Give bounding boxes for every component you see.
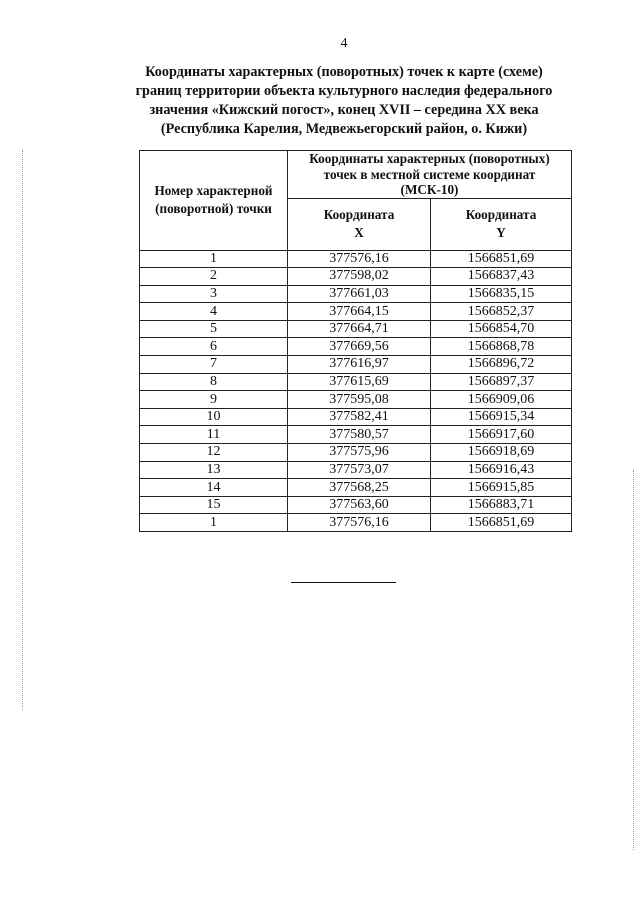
- point-number-cell: 12: [140, 444, 288, 462]
- coordinate-y-cell: 1566883,71: [431, 496, 572, 514]
- title-line: Координаты характерных (поворотных) точек к карте (схеме): [145, 64, 543, 80]
- table-row: [140, 250, 572, 268]
- coordinate-y-cell: 1566915,34: [431, 408, 572, 426]
- coordinate-x-cell: 377576,16: [288, 514, 431, 532]
- point-number-cell: 10: [140, 408, 288, 426]
- point-number-cell: 2: [140, 268, 288, 286]
- point-number-cell: 9: [140, 391, 288, 409]
- table-row: [140, 444, 572, 462]
- page-number: 4: [340, 36, 348, 51]
- table-row: [140, 356, 572, 374]
- coordinate-x-cell: 377575,96: [288, 444, 431, 462]
- table-row: [140, 461, 572, 479]
- separator-line: [291, 582, 396, 583]
- coordinate-x-cell: 377568,25: [288, 479, 431, 497]
- scan-edge-mark: [22, 150, 23, 710]
- coordinate-x-cell: 377573,07: [288, 461, 431, 479]
- coordinate-y-cell: 1566909,06: [431, 391, 572, 409]
- point-number-cell: 4: [140, 303, 288, 321]
- header-point-number: Номер характерной (поворотной) точки: [140, 151, 288, 251]
- point-number-cell: 13: [140, 461, 288, 479]
- document-title: [100, 63, 588, 139]
- point-number-cell: 1: [140, 514, 288, 532]
- point-number-cell: 7: [140, 356, 288, 374]
- coordinate-x-cell: 377563,60: [288, 496, 431, 514]
- coordinate-y-cell: 1566915,85: [431, 479, 572, 497]
- table-row: [140, 285, 572, 303]
- coordinates-table: [139, 150, 572, 532]
- coordinate-y-cell: 1566854,70: [431, 320, 572, 338]
- coordinate-y-cell: 1566918,69: [431, 444, 572, 462]
- point-number-cell: 6: [140, 338, 288, 356]
- coordinate-y-cell: 1566837,43: [431, 268, 572, 286]
- table-row: [140, 479, 572, 497]
- coordinate-y-cell: 1566851,69: [431, 250, 572, 268]
- point-number-cell: 15: [140, 496, 288, 514]
- coordinate-y-cell: 1566852,37: [431, 303, 572, 321]
- coordinate-y-cell: 1566868,78: [431, 338, 572, 356]
- point-number-cell: 3: [140, 285, 288, 303]
- point-number-cell: 11: [140, 426, 288, 444]
- coordinate-x-cell: 377615,69: [288, 373, 431, 391]
- table-row: [140, 391, 572, 409]
- coordinate-x-cell: 377582,41: [288, 408, 431, 426]
- coordinate-y-cell: 1566851,69: [431, 514, 572, 532]
- coordinate-x-cell: 377595,08: [288, 391, 431, 409]
- table-row: [140, 426, 572, 444]
- coordinate-x-cell: 377598,02: [288, 268, 431, 286]
- table-row: [140, 303, 572, 321]
- table-row: [140, 408, 572, 426]
- title-line: значения «Кижский погост», конец XVII – середина XX века: [149, 102, 539, 118]
- coordinate-x-cell: 377576,16: [288, 250, 431, 268]
- header-coordinate-system: Координаты характерных (поворотных) точек в местной системе координат (МСК-10): [288, 151, 572, 199]
- point-number-cell: 14: [140, 479, 288, 497]
- table-row: [140, 496, 572, 514]
- table-row: [140, 268, 572, 286]
- title-line: границ территории объекта культурного наследия федерального: [135, 83, 553, 99]
- point-number-cell: 1: [140, 250, 288, 268]
- header-coordinate-y: Координата Y: [431, 198, 572, 250]
- table-row: [140, 320, 572, 338]
- coordinate-x-cell: 377664,71: [288, 320, 431, 338]
- header-coordinate-x: Координата X: [288, 198, 431, 250]
- coordinate-y-cell: 1566917,60: [431, 426, 572, 444]
- point-number-cell: 8: [140, 373, 288, 391]
- coordinate-y-cell: 1566896,72: [431, 356, 572, 374]
- scan-edge-mark: [633, 470, 634, 850]
- coordinate-y-cell: 1566897,37: [431, 373, 572, 391]
- title-line: (Республика Карелия, Медвежьегорский район, о. Кижи): [160, 121, 528, 137]
- coordinate-x-cell: 377664,15: [288, 303, 431, 321]
- point-number-cell: 5: [140, 320, 288, 338]
- table-row: [140, 514, 572, 532]
- table-body: [140, 250, 572, 532]
- table-row: [140, 338, 572, 356]
- coordinate-y-cell: 1566916,43: [431, 461, 572, 479]
- coordinate-x-cell: 377669,56: [288, 338, 431, 356]
- coordinate-y-cell: 1566835,15: [431, 285, 572, 303]
- table-row: [140, 373, 572, 391]
- coordinate-x-cell: 377661,03: [288, 285, 431, 303]
- coordinate-x-cell: 377616,97: [288, 356, 431, 374]
- coordinate-x-cell: 377580,57: [288, 426, 431, 444]
